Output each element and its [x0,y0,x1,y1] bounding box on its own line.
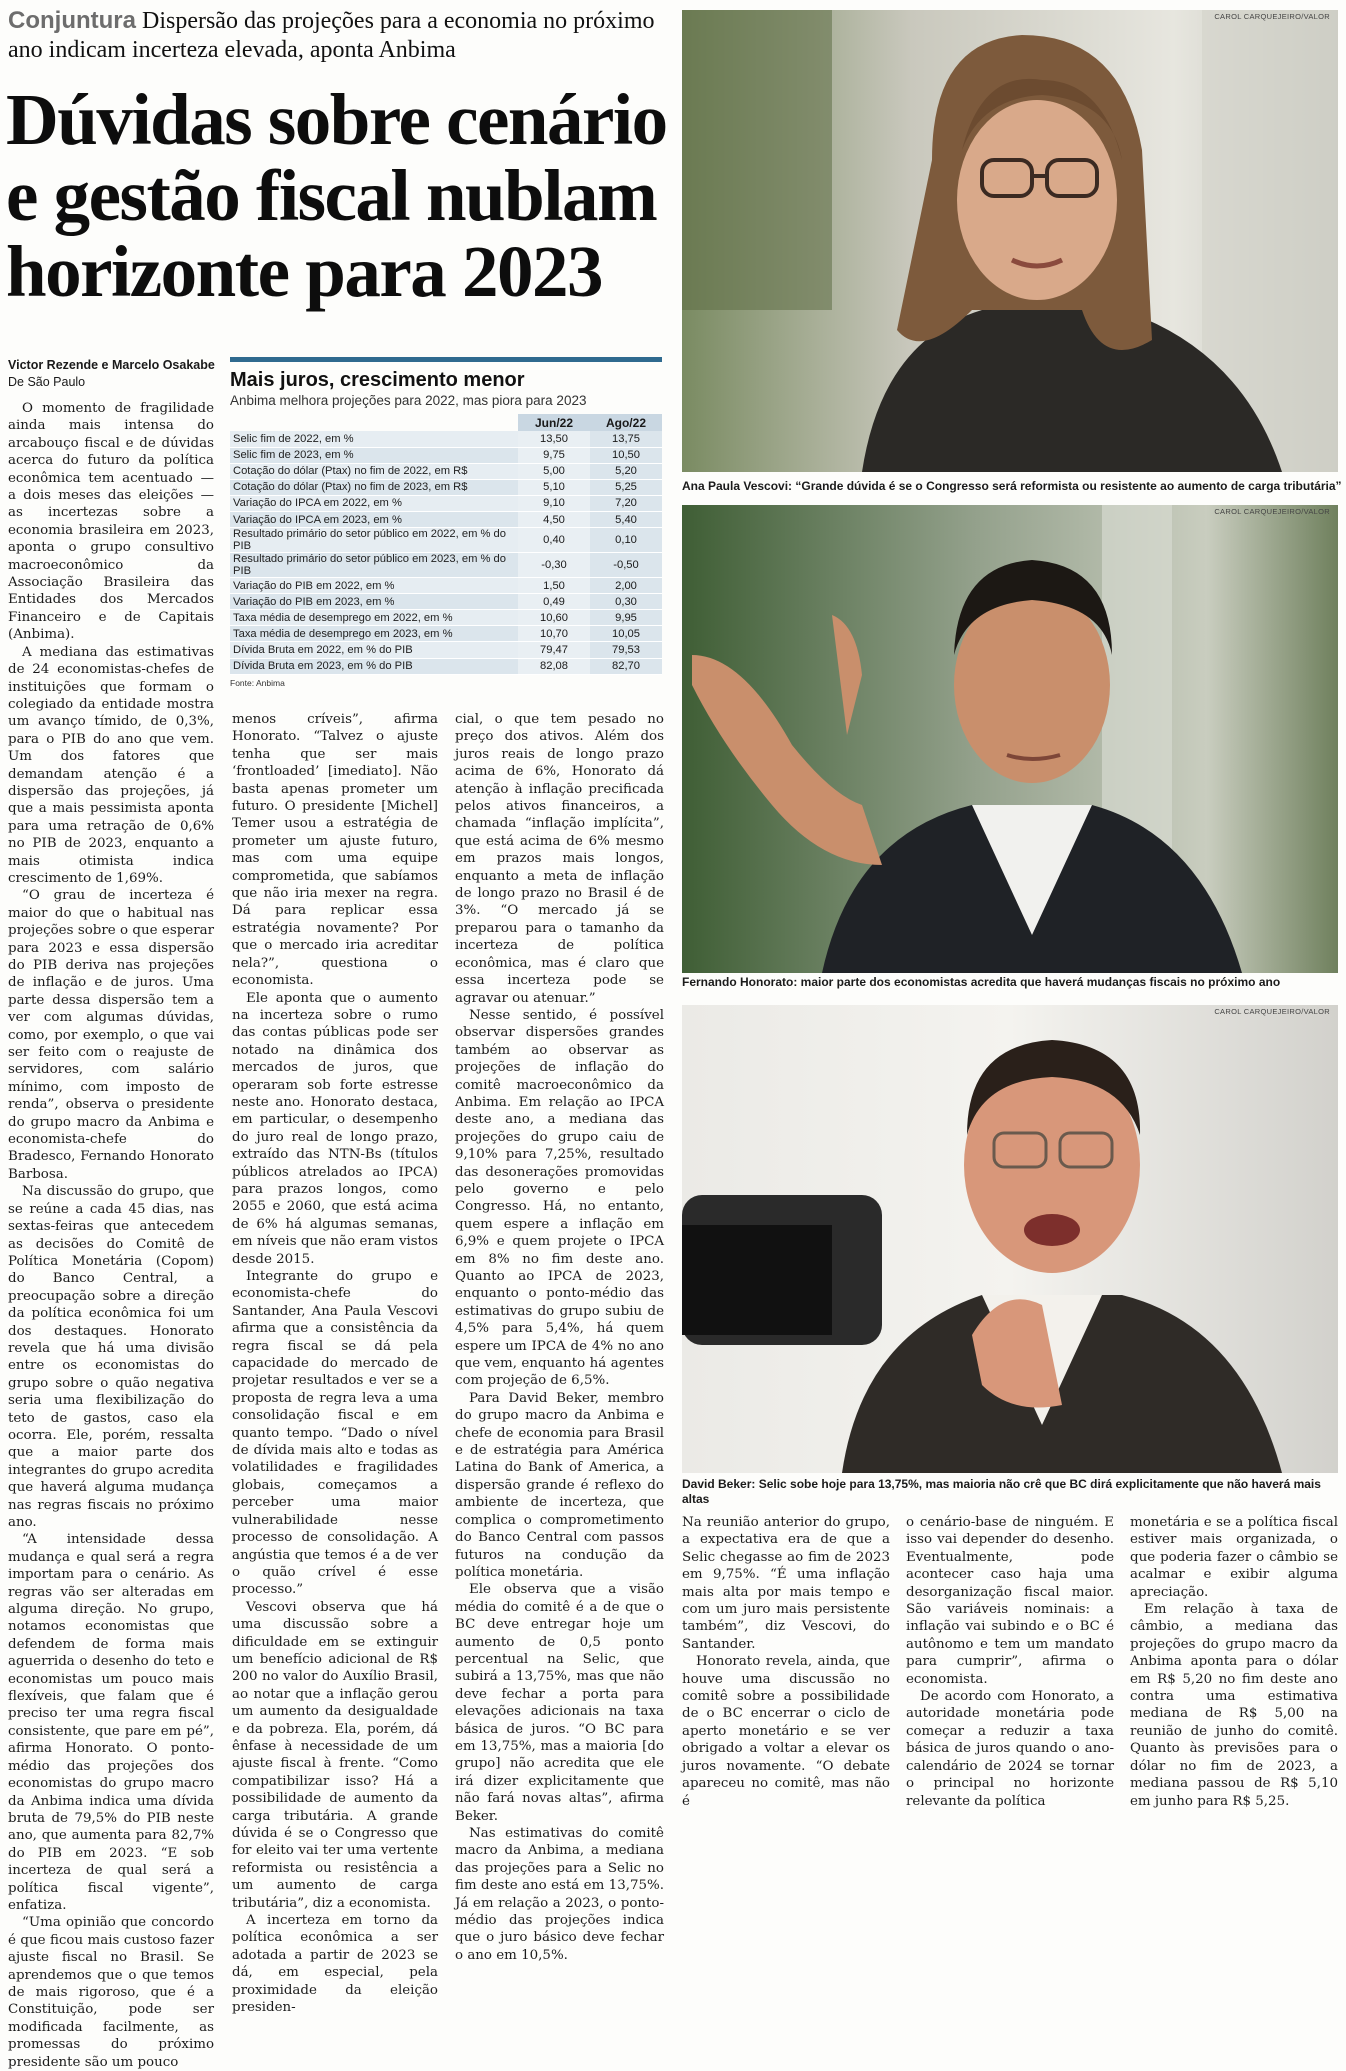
value-jun: 9,10 [518,495,590,511]
body-paragraph: monetária e se a política fiscal estiver mais organizada, o que poderia fazer o câmbio se acalmar e exibir alguma apreciação. [1130,1515,1338,1600]
body-column-3 [455,711,664,1964]
body-paragraph: “O grau de incerteza é maior do que o habitual nas projeções sobre o que esperar para 2023 e essa dispersão do PIB deriva nas projeções de inflação e de juros. Uma parte dessa dispersão tem a ver com algumas dúvidas, como, por exemplo, o que vai ser feito com o reajuste de servidores, com salário mínimo, com imposto de renda”, observa o presidente do grupo macro da Anbima e economista-chefe do Bradesco, Fernando Honorato Barbosa. [8,888,214,1182]
value-ago: 0,30 [590,594,662,610]
body-column-5 [906,1514,1114,1810]
table-top-rule [230,357,662,362]
value-jun: 0,49 [518,594,590,610]
dek-text: Dispersão das projeções para a economia no próximo ano indicam incerteza elevada, aponta Anbima [8,8,655,63]
body-column-2 [232,711,438,2016]
body-column-6 [1130,1514,1338,1810]
row-label: Cotação do dólar (Ptax) no fim de 2022, em R$ [230,463,518,479]
value-jun: 10,60 [518,610,590,626]
photo-caption-3: David Beker: Selic sobe hoje para 13,75%, mas maioria não crê que BC dirá explicitamente que não haverá mais altas [682,1477,1321,1506]
body-paragraph: Integrante do grupo e economista-chefe do Santander, Ana Paula Vescovi afirma que a consistência da regra fiscal se dá pela capacidade do mercado de projetar resultados e ver se a proposta de regra leva a uma consolidação fiscal e em quanto tempo. “Dado o nível de dívida mais alto e todas as volatilidades e fragilidades globais, começamos a perceber uma maior vulnerabilidade nesse processo de consolidação. A angústia que temos é a de ver o quão crível é esse processo.” [232,1269,438,1598]
value-ago: 0,10 [590,528,662,553]
body-column-1 [8,400,214,2071]
value-jun: 10,70 [518,626,590,642]
value-jun: 0,40 [518,528,590,553]
byline-authors: Victor Rezende e Marcelo Osakabe [8,358,215,372]
table-row [230,447,662,463]
table-row [230,578,662,594]
body-paragraph: Para David Beker, membro do grupo macro da Anbima e chefe de economia para Brasil e de estratégia para América Latina do Bank of America, a dispersão grande é reflexo do ambiente de incerteza, que complica o comprometimento do Banco Central com passos futuros na condução da política monetária. [455,1390,664,1580]
body-paragraph: “Uma opinião que concordo é que ficou mais custoso fazer ajuste fiscal no Brasil. Se aprendemos que o que temos de mais rigoroso, que é a Constituição, pode ser modificada facilmente, as promessas do próximo presidente são um pouco [8,1915,214,2070]
value-jun: 79,47 [518,642,590,658]
body-paragraph: Na discussão do grupo, que se reúne a cada 45 dias, nas sextas-feiras que antecedem as decisões do Comitê de Política Monetária (Copom) do Banco Central, a preocupação sobre a direção da política econômica foi um dos destaques. Honorato revela que há uma divisão entre os economistas do grupo sobre o quão negativa seria uma flexibilização do teto de gastos, caso ela ocorra. Ele, porém, ressalta que a maior parte dos integrantes do grupo acredita que haverá alguma mudança nas regras fiscais no próximo ano. [8,1184,214,1530]
row-label: Taxa média de desemprego em 2022, em % [230,610,518,626]
body-paragraph: Vescovi observa que há uma discussão sobre a dificuldade em se extinguir um benefício adicional de R$ 200 no valor do Auxílio Brasil, ao notar que a inflação gerou um aumento da desigualdade e da pobreza. Ela, porém, dá ênfase à necessidade de um ajuste fiscal à frente. “Como compatibilizar isso? Há a possibilidade de aumento da carga tributária. A grande dúvida é se o Congresso que for eleito vai ter uma vertente reformista ou resistência a um aumento de carga tributária”, diz a economista. [232,1599,438,1911]
table-source: Fonte: Anbima [230,677,285,688]
headline: Dúvidas sobre cenário e gestão fiscal nublam horizonte para 2023 [6,79,667,312]
body-paragraph: Honorato revela, ainda, que houve uma discussão no comitê sobre a possibilidade de o BC encerrar o ciclo de aperto monetário e se ver obrigado a voltar a elevar os juros novamente. “O debate apareceu no comitê, mas não é [682,1654,890,1809]
value-ago: 82,70 [590,658,662,674]
value-jun: -0,30 [518,553,590,578]
photo-credit-2: CAROL CARQUEJEIRO/VALOR [1214,507,1330,516]
value-ago: 7,20 [590,495,662,511]
row-label: Dívida Bruta em 2022, em % do PIB [230,642,518,658]
body-paragraph: A incerteza em torno da política econômica a ser adotada a partir de 2023 se dá, em especial, pela proximidade da eleição presiden- [232,1913,438,2016]
portrait-image [682,505,1338,973]
article-dek [8,6,670,65]
value-ago: 79,53 [590,642,662,658]
table-row [230,610,662,626]
body-paragraph: cial, o que tem pesado no preço dos ativos. Além dos juros reais de longo prazo acima de 6%, Honorato dá atenção à inflação precificada pelos ativos financeiros, a chamada “inflação implícita”, que está acima de 6% mesmo em prazos mais longos, enquanto a meta de inflação de longo prazo no Brasil é de 3%. “O mercado já se preparou para o tamanho da incerteza de política econômica, mas é claro que essa incerteza pode se agravar ou atenuar.” [455,712,664,1006]
row-label: Variação do PIB em 2023, em % [230,594,518,610]
value-jun: 82,08 [518,658,590,674]
col-header-jun: Jun/22 [518,414,590,431]
row-label: Variação do PIB em 2022, em % [230,578,518,594]
value-jun: 5,00 [518,463,590,479]
row-label: Resultado primário do setor público em 2023, em % do PIB [230,553,518,578]
value-ago: 2,00 [590,578,662,594]
body-paragraph: Nesse sentido, é possível observar dispersões grandes também ao observar as projeções de inflação do comitê macroeconômico da Anbima. Em relação ao IPCA deste ano, a mediana das projeções do grupo caiu de 9,10% para 7,25%, resultado das desonerações promovidas pelo governo e pelo Congresso. Há, no entanto, quem espere a inflação em 6,9% e quem projete o IPCA em 8% no fim deste ano. Quanto ao IPCA de 2023, enquanto o ponto-médio das estimativas do grupo subiu de 4,5% para 5,4%, há quem espere um IPCA de 4% no ano que vem, enquanto há agentes com projeção de 6,5%. [455,1007,664,1389]
body-paragraph: O momento de fragilidade ainda mais intensa do arcabouço fiscal e de dúvidas acerca do futuro da política econômica tem acentuado — a dois meses das eleições — as incertezas sobre a economia brasileira em 2023, aponta o grupo consultivo macroeconômico da Associação Brasileira das Entidades dos Mercados Financeiro e de Capitais (Anbima). [8,401,214,643]
table-row [230,511,662,527]
body-paragraph: Ele observa que a visão média do comitê é a de que o BC deve entregar hoje um aumento de 0,5 ponto percentual na Selic, que subirá a 13,75%, mas que não deve fechar a porta para elevações adicionais na taxa básica de juros. “O BC para em 13,75%, mas a maioria [do grupo] não acredita que ele irá dizer explicitamente que não fará novas altas”, afirma Beker. [455,1582,664,1824]
byline [8,357,228,391]
value-jun: 9,75 [518,447,590,463]
table-row [230,658,662,674]
projections-table [230,414,662,675]
table-row [230,626,662,642]
value-jun: 4,50 [518,511,590,527]
col-header-ago: Ago/22 [590,414,662,431]
photo-caption-2: Fernando Honorato: maior parte dos economistas acredita que haverá mudanças fiscais no próximo ano [682,975,1281,989]
body-paragraph: Ele aponta que o aumento na incerteza sobre o rumo das contas públicas pode ser notado na dinâmica dos mercados de juros, que operaram sob forte estresse neste ano. Honorato destaca, em particular, o desempenho do juro real de longo prazo, extraído das NTN-Bs (títulos públicos atrelados ao IPCA) para prazos longos, como 2055 e 2060, que está acima de 6% há algumas semanas, em níveis que não eram vistos desde 2015. [232,990,438,1267]
body-paragraph: o cenário-base de ninguém. E isso vai depender do desenho. Eventualmente, pode acontecer caso haja uma desorganização fiscal maior. São variáveis nominais: a inflação vai subindo e o BC é autônomo e tem um mandato para cumprir”, afirma o economista. [906,1515,1114,1687]
photo-fernando-honorato [682,505,1338,973]
portrait-image [682,1005,1338,1473]
table-row [230,528,662,553]
table-row [230,642,662,658]
byline-place: De São Paulo [8,375,86,389]
body-paragraph: Nas estimativas do comitê macro da Anbima, a mediana das projeções para a Selic no fim deste ano está em 13,75%. Já em relação a 2023, o ponto-médio das projeções indica que o juro básico deve fechar o ano em 10,5%. [455,1826,664,1963]
value-jun: 1,50 [518,578,590,594]
table-row [230,431,662,447]
body-column-4 [682,1514,890,1810]
value-ago: 5,25 [590,479,662,495]
value-jun: 5,10 [518,479,590,495]
body-paragraph: menos críveis”, afirma Honorato. “Talvez o ajuste tenha que ser mais ‘frontloaded’ [imediato]. Não basta apenas prometer um futuro. O presidente [Michel] Temer usou a estratégia de prometer um ajuste futuro, mas com uma equipe comprometida, que sabíamos que não iria mexer na regra. Dá para replicar essa estratégia novamente? Por que o mercado iria acreditar nela?”, questiona o economista. [232,712,438,989]
value-ago: 5,20 [590,463,662,479]
row-label: Resultado primário do setor público em 2022, em % do PIB [230,528,518,553]
table-title: Mais juros, crescimento menor [230,369,525,391]
row-label: Cotação do dólar (Ptax) no fim de 2023, em R$ [230,479,518,495]
value-ago: 5,40 [590,511,662,527]
table-row [230,463,662,479]
row-label: Taxa média de desemprego em 2023, em % [230,626,518,642]
body-paragraph: Em relação à taxa de câmbio, a mediana das projeções do grupo macro da Anbima aponta para o dólar em R$ 5,20 no fim deste ano contra uma estimativa mediana de R$ 5,00 na reunião de junho do comitê. Quanto às previsões para o dólar no fim de 2023, a mediana passou de R$ 5,10 em junho para R$ 5,25. [1130,1602,1338,1809]
row-label: Selic fim de 2022, em % [230,431,518,447]
photo-david-beker [682,1005,1338,1473]
value-jun: 13,50 [518,431,590,447]
row-label: Dívida Bruta em 2023, em % do PIB [230,658,518,674]
table-subtitle: Anbima melhora projeções para 2022, mas piora para 2023 [230,393,587,408]
photo-credit-1: CAROL CARQUEJEIRO/VALOR [1214,12,1330,21]
value-ago: 10,50 [590,447,662,463]
projections-table-box [230,357,662,688]
row-label: Variação do IPCA em 2023, em % [230,511,518,527]
body-paragraph: “A intensidade dessa mudança e qual será a regra importam para o cenário. As regras vão ser alteradas em alguma direção. No grupo, notamos economistas que defendem de forma mais aguerrida o desenho do teto e economistas um pouco mais flexíveis, que falam que é preciso ter uma regra fiscal consistente, que pare em pé”, afirma Honorato. O ponto-médio das projeções dos economistas do grupo macro da Anbima indica uma dívida bruta de 79,5% do PIB neste ano, que aumenta para 82,7% do PIB em 2023. “E sob incerteza de qual será a política fiscal vigente”, enfatiza. [8,1532,214,1913]
value-ago: -0,50 [590,553,662,578]
row-label: Selic fim de 2023, em % [230,447,518,463]
table-row [230,594,662,610]
table-header-row [230,414,662,431]
table-row [230,495,662,511]
table-row [230,479,662,495]
value-ago: 13,75 [590,431,662,447]
photo-caption-1: Ana Paula Vescovi: “Grande dúvida é se o Congresso será reformista ou resistente ao aumento de carga tributária” [682,479,1342,493]
body-paragraph: A mediana das estimativas de 24 economistas-chefes de instituições que formam o colegiado da entidade mostra um avanço tímido, de 0,3%, para o PIB do ano que vem. Um dos fatores que demandam atenção é a dispersão das projeções, já que a mais pessimista aponta para uma retração de 0,6% no PIB de 2023, enquanto a mais otimista indica crescimento de 1,69%. [8,644,214,886]
photo-ana-paula-vescovi [682,10,1338,472]
body-paragraph: Na reunião anterior do grupo, a expectativa era de que a Selic chegasse ao fim de 2023 em 9,75%. “É uma inflação mais alta por mais tempo e com um juro mais persistente também”, diz Vescovi, do Santander. [682,1515,890,1652]
section-kicker: Conjuntura [8,7,136,34]
row-label: Variação do IPCA em 2022, em % [230,495,518,511]
value-ago: 9,95 [590,610,662,626]
photo-credit-3: CAROL CARQUEJEIRO/VALOR [1214,1007,1330,1016]
value-ago: 10,05 [590,626,662,642]
body-paragraph: De acordo com Honorato, a autoridade monetária pode começar a reduzir a taxa básica de juros quando o ano-calendário de 2024 se tornar o principal no horizonte relevante da política [906,1689,1114,1809]
portrait-image [682,10,1338,472]
table-row [230,553,662,578]
